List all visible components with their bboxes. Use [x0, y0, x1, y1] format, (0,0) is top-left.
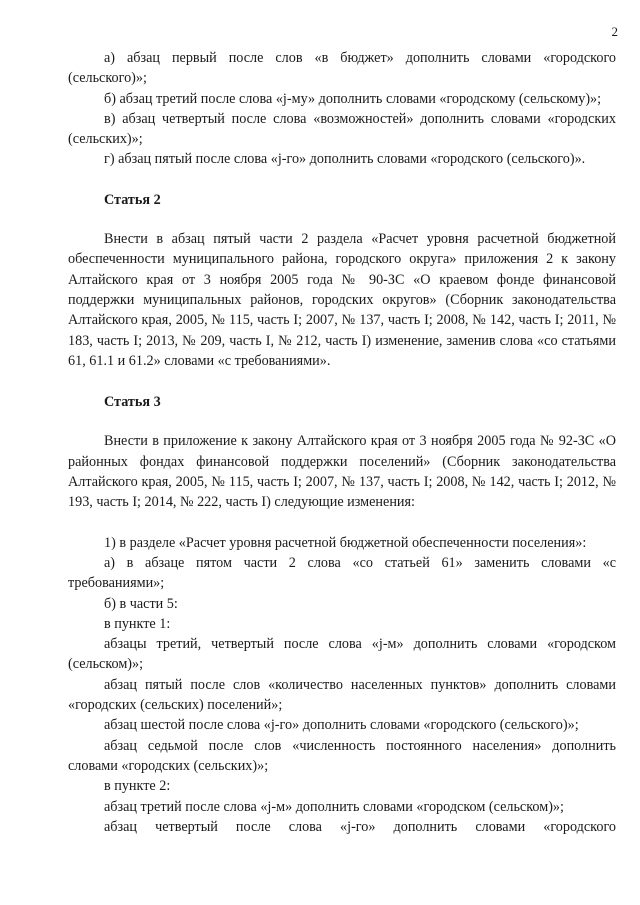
article-3-point-2-heading: в пункте 2: — [104, 778, 171, 795]
article-3-point-2-para-4: абзац четвертый после слова «j-го» дополнить словами «городского — [104, 818, 616, 835]
article-3-point-1-para-3-4: абзацы третий, четвертый после слова «j-м» дополнить словами «городском (сельском)»; — [68, 636, 616, 673]
article-3-point-1-para-7: абзац седьмой после слов «численность постоянного населения» дополнить словами «городских (сельских)»; — [68, 737, 616, 774]
article-3-title: Статья 3 — [104, 394, 161, 411]
article-3-point-1-para-5: абзац пятый после слов «количество населенных пунктов» дополнить словами «городских (сельских) поселений»; — [68, 676, 616, 714]
article-3-intro: Внести в приложение к закону Алтайского края от 3 ноября 2005 года № 92-ЗС «О районных фондах финансовой поддержки поселений» (Сборник законодательства Алтайского края, 2005, № 115, часть I; 2007, № 137, часть I; 2008, № 142, часть I; 2012, № 193, часть I; 2014, № 222, часть I) следующие изменения: — [68, 433, 616, 511]
article-2-text: Внести в абзац пятый части 2 раздела «Расчет уровня расчетной бюджетной обеспеченности муниципального района, городского округа» приложения 2 к закону Алтайского края от 3 ноября 2005 года № 90-ЗС «О краевом фонде финансовой поддержки муниципальных районов, городских округов» (Сборник законодательства Алтайского края, 2005, № 115, часть I; 2007, № 137, часть I; 2008, № 142, часть I; 2011, № 183, часть I; 2013, № 209, часть I, № 212, часть I) изменение, заменив слова «со статьями 61, 61.1 и 61.2» словами «с требованиями». — [68, 231, 616, 369]
page-number: 2 — [611, 24, 618, 39]
amendment-item-b: б) абзац третий после слова «j-му» дополнить словами «городскому (сельскому)»; — [104, 90, 602, 107]
article-3-point-1-para-6: абзац шестой после слова «j-го» дополнить словами «городского (сельского)»; — [104, 717, 579, 734]
article-3-point-1-heading: в пункте 1: — [104, 615, 171, 632]
article-3-point-2-para-3: абзац третий после слова «j-м» дополнить словами «городском (сельском)»; — [104, 798, 564, 815]
article-3-item-1: 1) в разделе «Расчет уровня расчетной бюджетной обеспеченности поселения»: — [104, 534, 587, 551]
article-3-item-1a: а) в абзаце пятом части 2 слова «со статьей 61» заменить словами «с требованиями»; — [68, 554, 616, 592]
amendment-item-v: в) абзац четвертый после слова «возможностей» дополнить словами «городских (сельских)»; — [68, 110, 616, 148]
article-2-title: Статья 2 — [104, 191, 161, 208]
amendment-item-a: а) абзац первый после слов «в бюджет» дополнить словами «городского (сельского)»; — [68, 50, 616, 87]
amendment-item-g: г) абзац пятый после слова «j-го» дополнить словами «городского (сельского)». — [104, 151, 586, 168]
document-body — [68, 48, 616, 837]
article-3-item-1b: б) в части 5: — [104, 595, 178, 612]
